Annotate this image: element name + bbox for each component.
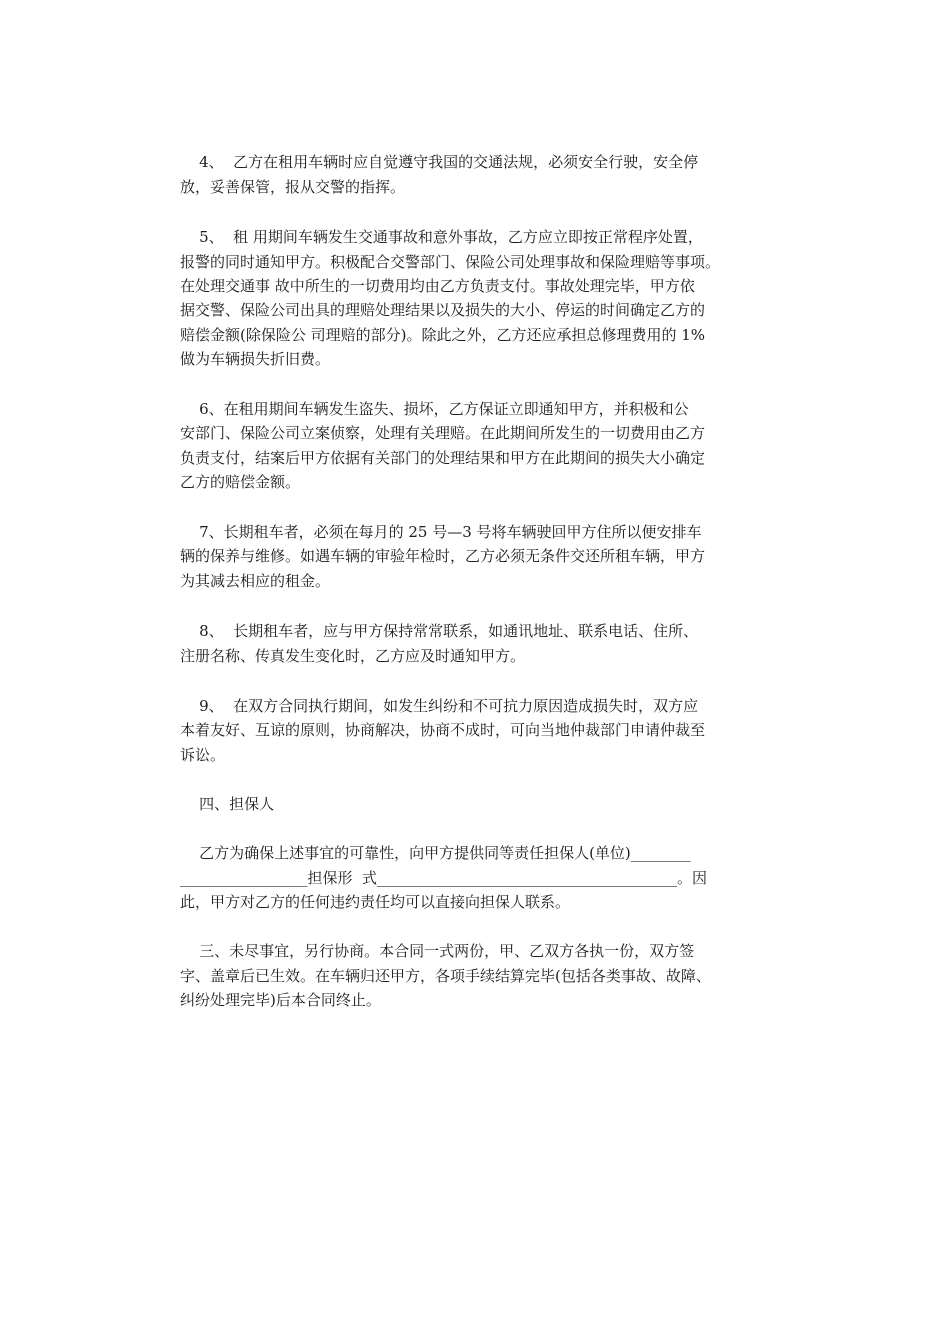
clause-5-line-1: 5、 租 用期间车辆发生交通事故和意外事故，乙方应立即按正常程序处置，: [180, 228, 703, 246]
clause-4-line-2: 放，妥善保管，报从交警的指挥。: [180, 178, 406, 196]
clause-9-line-2: 本着友好、互谅的原则，协商解决，协商不成时，可向当地仲裁部门申请仲裁至: [180, 721, 706, 739]
clause-5-line-6: 做为车辆损失折旧费。: [180, 350, 331, 368]
clause-7-line-2: 辆的保养与维修。如遇车辆的审验年检时，乙方必须无条件交还所租车辆，甲方: [180, 547, 706, 565]
guarantor-line-1: 乙方为确保上述事宜的可靠性，向甲方提供同等责任担保人(单位)________: [180, 844, 691, 862]
clause-8-line-1: 8、 长期租车者，应与甲方保持常常联系，如通讯地址、联系电话、住所、: [180, 622, 699, 640]
final-line-1: 三、未尽事宜，另行协商。本合同一式两份，甲、乙双方各执一份，双方签: [180, 942, 695, 960]
clause-7-line-3: 为其减去相应的租金。: [180, 572, 331, 590]
clause-9-line-1: 9、 在双方合同执行期间，如发生纠纷和不可抗力原因造成损失时，双方应: [180, 697, 699, 715]
clause-8-line-2: 注册名称、传真发生变化时，乙方应及时通知甲方。: [180, 647, 526, 665]
clause-5-line-2: 报警的同时通知甲方。积极配合交警部门、保险公司处理事故和保险理赔等事项。: [180, 253, 721, 271]
clause-4-line-1: 4、 乙方在租用车辆时应自觉遵守我国的交通法规，必须安全行驶，安全停: [180, 153, 699, 171]
clause-6-line-3: 负责支付，结案后甲方依据有关部门的处理结果和甲方在此期间的损失大小确定: [180, 449, 706, 467]
clause-5-line-4: 据交警、保险公司出具的理赔处理结果以及损失的大小、停运的时间确定乙方的: [180, 301, 706, 319]
clause-5-line-3: 在处理交通事 故中所生的一切费用均由乙方负责支付。事故处理完毕，甲方依: [180, 277, 695, 295]
guarantor-line-2: _________________担保形 式________________________________________。因: [180, 869, 708, 887]
guarantor-heading: 四、担保人: [180, 795, 275, 813]
clause-9-line-3: 诉讼。: [180, 746, 226, 764]
guarantor-line-3: 此，甲方对乙方的任何违约责任均可以直接向担保人联系。: [180, 893, 571, 911]
clause-7-line-1: 7、长期租车者，必须在每月的 25 号—3 号将车辆驶回甲方住所以便安排车: [180, 523, 702, 541]
clause-6-line-4: 乙方的赔偿金额。: [180, 473, 301, 491]
final-line-2: 字、盖章后已生效。在车辆归还甲方，各项手续结算完毕(包括各类事故、故障、: [180, 967, 711, 985]
clause-6-line-2: 安部门、保险公司立案侦察，处理有关理赔。在此期间所发生的一切费用由乙方: [180, 424, 706, 442]
clause-6-line-1: 6、在租用期间车辆发生盗失、损坏，乙方保证立即通知甲方，并积极和公: [180, 400, 689, 418]
clause-5-line-5: 赔偿金额(除保险公 司理赔的部分)。除此之外，乙方还应承担总修理费用的 1%: [180, 326, 706, 344]
final-line-3: 纠纷处理完毕)后本合同终止。: [180, 991, 381, 1009]
